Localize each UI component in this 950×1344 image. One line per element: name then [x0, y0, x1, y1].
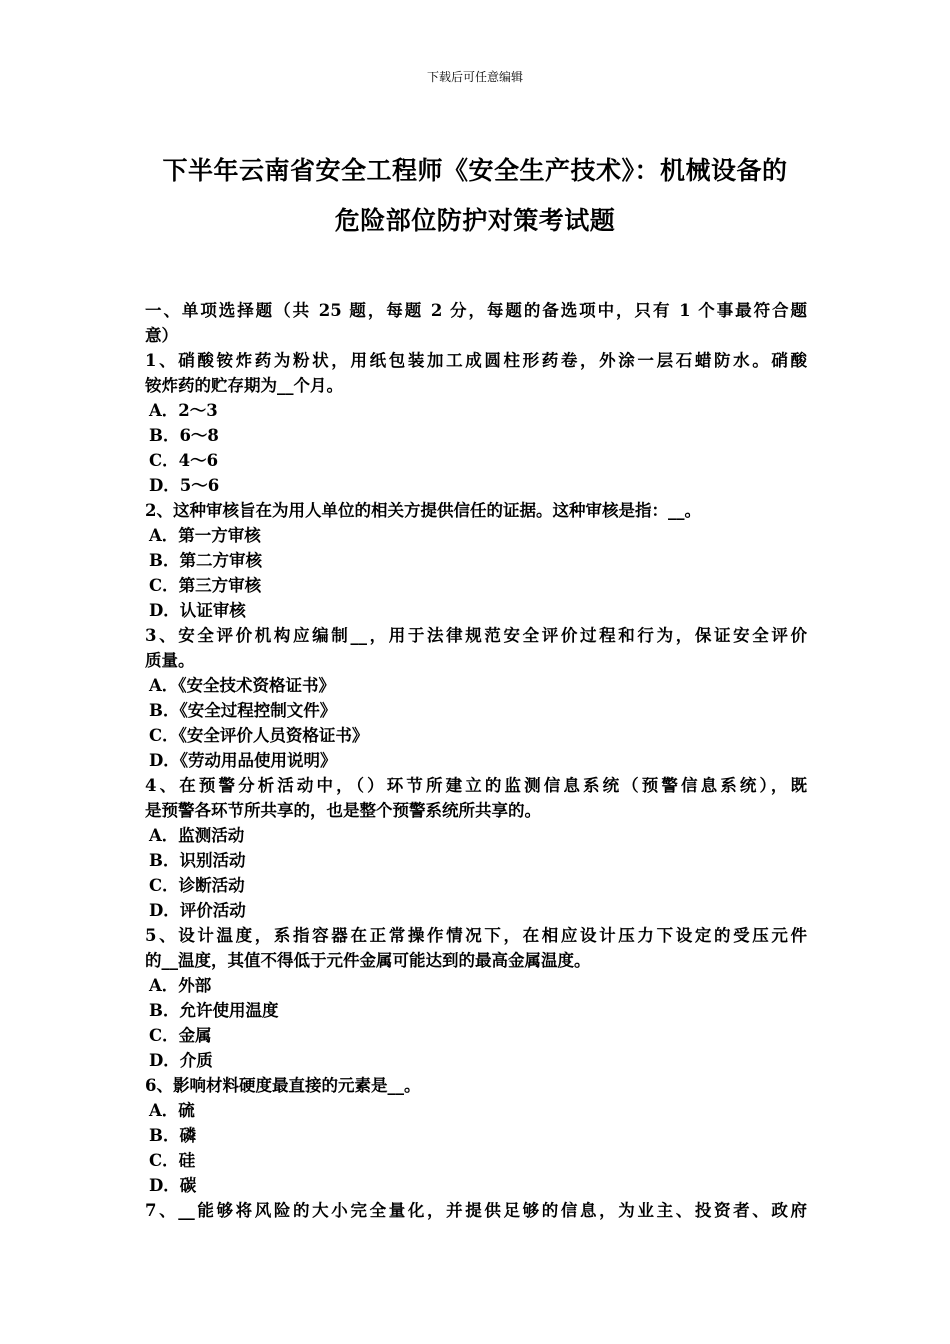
question-2 [145, 498, 807, 623]
question-3 [145, 623, 807, 773]
header-note: 下载后可任意编辑 [426, 70, 523, 84]
question-stem: 质量。 [145, 651, 195, 670]
option-d: D．认证审核 [149, 601, 246, 620]
option-b: B．允许使用温度 [149, 1001, 279, 1020]
option-b: B．磷 [149, 1126, 196, 1145]
option-d: D．《劳动用品使用说明》 [149, 751, 337, 770]
question-5 [145, 923, 807, 1073]
question-stem: 5、设计温度，系指容器在正常操作情况下，在相应设计压力下设定的受压元件 [145, 926, 807, 945]
option-a: A．外部 [149, 976, 212, 995]
question-stem: 7、__能够将风险的大小完全量化，并提供足够的信息，为业主、投资者、政府 [145, 1201, 807, 1220]
option-c: C．第三方审核 [149, 576, 262, 595]
question-stem: 3、安全评价机构应编制__，用于法律规范安全评价过程和行为，保证安全评价 [145, 626, 807, 645]
document-title [145, 146, 805, 246]
option-a: A．《安全技术资格证书》 [149, 676, 336, 695]
option-d: D．介质 [149, 1051, 213, 1070]
option-c: C．硅 [149, 1151, 196, 1170]
question-stem: 的__温度，其值不得低于元件金属可能达到的最高金属温度。 [145, 951, 591, 970]
section-heading-line-2: 意） [145, 326, 178, 345]
section-heading-line-1: 一、单项选择题（共 25 题，每题 2 分，每题的备选项中，只有 1 个事最符合题 [145, 301, 807, 320]
option-b: B．6～8 [149, 426, 219, 445]
option-a: A．2～3 [149, 401, 218, 420]
question-stem: 1、硝酸铵炸药为粉状，用纸包装加工成圆柱形药卷，外涂一层石蜡防水。硝酸 [145, 351, 807, 370]
option-d: D．评价活动 [149, 901, 246, 920]
option-c: C．诊断活动 [149, 876, 245, 895]
document-body [145, 298, 807, 1223]
question-6 [145, 1073, 807, 1198]
question-stem: 2、这种审核旨在为用人单位的相关方提供信任的证据。这种审核是指：__。 [145, 501, 701, 520]
option-d: D．碳 [149, 1176, 197, 1195]
question-1 [145, 348, 807, 498]
option-b: B．第二方审核 [149, 551, 262, 570]
option-a: A．硫 [149, 1101, 195, 1120]
question-stem: 铵炸药的贮存期为__个月。 [145, 376, 343, 395]
question-stem: 是预警各环节所共享的，也是整个预警系统所共享的。 [145, 801, 541, 820]
title-line-1: 下半年云南省安全工程师《安全生产技术》：机械设备的 [162, 156, 788, 185]
option-a: A．第一方审核 [149, 526, 261, 545]
question-stem: 4、在预警分析活动中，（）环节所建立的监测信息系统（预警信息系统），既 [145, 776, 807, 795]
option-a: A．监测活动 [149, 826, 245, 845]
option-b: B．《安全过程控制文件》 [149, 701, 337, 720]
question-4 [145, 773, 807, 923]
option-c: C．4～6 [149, 451, 219, 470]
question-stem: 6、影响材料硬度最直接的元素是__。 [145, 1076, 421, 1095]
option-d: D．5～6 [149, 476, 220, 495]
option-c: C．金属 [149, 1026, 212, 1045]
option-c: C．《安全评价人员资格证书》 [149, 726, 369, 745]
title-line-2: 危险部位防护对策考试题 [334, 206, 616, 235]
question-7 [145, 1198, 807, 1223]
option-b: B．识别活动 [149, 851, 246, 870]
